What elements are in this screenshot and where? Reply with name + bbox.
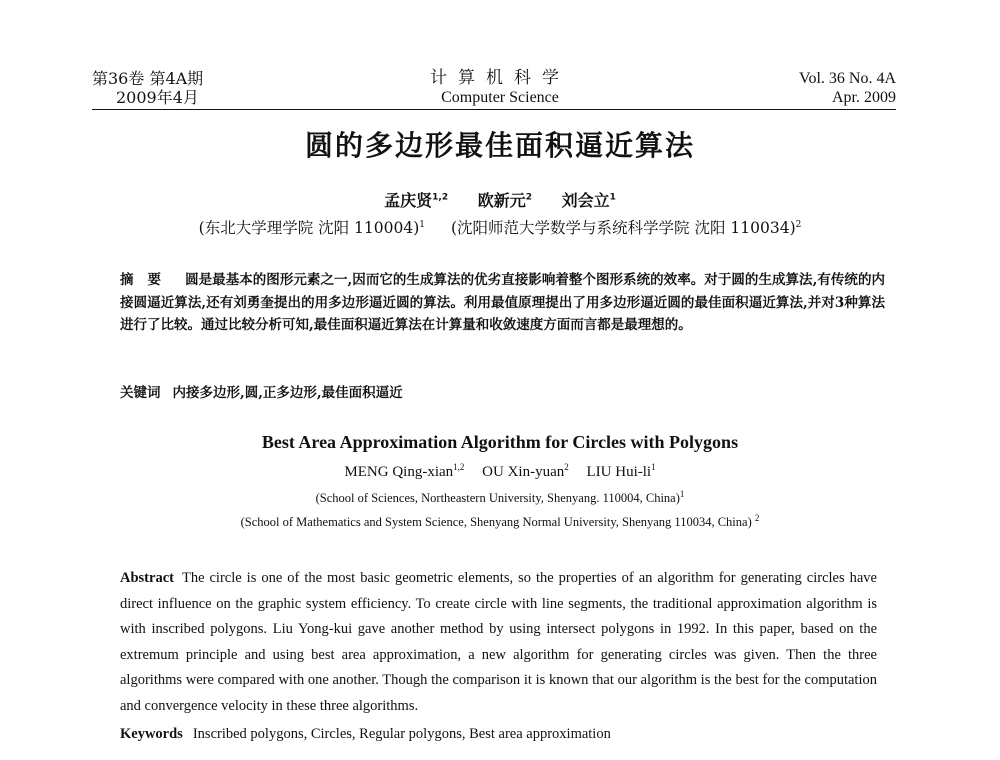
journal-name-cn: 计算机科学: [430, 68, 570, 88]
author-name-cn: 孟庆贤: [384, 191, 433, 210]
header-rule: [92, 109, 896, 110]
author-cn: [562, 191, 616, 210]
author-cn: [478, 191, 532, 210]
affiliations-cn: [0, 216, 1000, 238]
author-affiliation-mark: 2: [525, 192, 532, 203]
author-name-en: OU Xin-yuan: [482, 464, 565, 480]
abstract-text-cn: 圆是最基本的图形元素之一,因而它的生成算法的优劣直接影响着整个图形系统的效率。对于圆的生成算法,有传统的内接圆逼近算法,还有刘勇奎提出的用多边形逼近圆的算法。利用最值原理提出了用多边形逼近圆的最佳面积逼近算法,并对3种算法进行了比较。通过比较分析可知,最佳面积逼近算法在计算量和收敛速度方面而言都是最理想的。: [120, 272, 885, 333]
keywords-text-cn: 内接多边形,圆,正多边形,最佳面积逼近: [172, 385, 403, 401]
affiliation-mark: 2: [754, 512, 760, 523]
affiliation-mark: 1: [419, 219, 425, 230]
author-cn: [384, 191, 448, 210]
volume-issue-en: Vol. 36 No. 4A: [798, 70, 896, 87]
abstract-cn: [120, 269, 885, 337]
author-name-cn: 欧新元: [477, 191, 526, 210]
paper-title-cn: 圆的多边形最佳面积逼近算法: [304, 129, 695, 162]
journal-volume-en: [799, 69, 896, 107]
author-en: [344, 464, 464, 480]
affiliation-mark: 1: [679, 488, 685, 499]
affiliation-en-2: [0, 512, 1000, 530]
author-list-en: [0, 464, 1000, 481]
author-en: [482, 464, 569, 480]
abstract-label-en: Abstract: [120, 570, 174, 586]
author-en: [587, 464, 656, 480]
journal-volume-issue: [92, 69, 203, 107]
affiliation-cn: (东北大学理学院 沈阳 110004): [198, 219, 420, 237]
author-name-en: LIU Hui-li: [586, 464, 652, 480]
keywords-label-en: Keywords: [120, 726, 183, 742]
abstract-label-cn: 摘要: [120, 272, 176, 288]
journal-name: [380, 69, 620, 107]
author-affiliation-mark: 1,2: [432, 192, 449, 203]
affiliation-mark: 2: [795, 219, 802, 230]
keywords-label-cn: 关键词: [120, 385, 161, 401]
affiliation-en: (School of Mathematics and System Science, Shenyang Normal University, Shenyang 110034, China): [240, 515, 752, 529]
keywords-en: [120, 726, 877, 743]
affiliation-en: (School of Sciences, Northeastern University, Shenyang. 110004, China): [315, 491, 680, 505]
journal-name-en: Computer Science: [441, 89, 559, 106]
affiliation-cn: (沈阳师范大学数学与系统科学学院 沈阳 110034): [451, 219, 796, 237]
author-affiliation-mark: 1: [651, 462, 656, 472]
author-affiliation-mark: 1: [609, 192, 616, 203]
author-name-en: MENG Qing-xian: [344, 464, 454, 480]
date-en: Apr. 2009: [832, 89, 896, 106]
author-affiliation-mark: 1,2: [453, 462, 465, 472]
author-affiliation-mark: 2: [564, 462, 569, 472]
author-list-cn: [0, 188, 1000, 211]
abstract-en: [120, 566, 877, 719]
keywords-text-en: Inscribed polygons, Circles, Regular polygons, Best area approximation: [192, 726, 611, 742]
paper-title-en: Best Area Approximation Algorithm for Circles with Polygons: [261, 432, 739, 452]
author-name-cn: 刘会立: [561, 191, 610, 210]
keywords-cn: [120, 381, 885, 401]
affiliation-en-1: [0, 488, 1000, 506]
date-cn: 2009年4月: [116, 88, 199, 107]
abstract-text-en: The circle is one of the most basic geometric elements, so the properties of an algorithm for generating circles have direct influence on the graphic system efficiency. To create circle with line segments, the traditional approximation algorithm is with inscribed polygons. Liu Yong-kui gave another method by using intersect polygons in 1992. In this paper, based on the extremum principle and using best area approximation, a new algorithm for generating circles was given. Then the three algorithms were compared with one another. Though the comparison it is known that our algorithm is the best for the computation and convergence velocity in these three algorithms.: [120, 570, 877, 714]
volume-issue-cn: 第36卷 第4A期: [92, 69, 204, 88]
